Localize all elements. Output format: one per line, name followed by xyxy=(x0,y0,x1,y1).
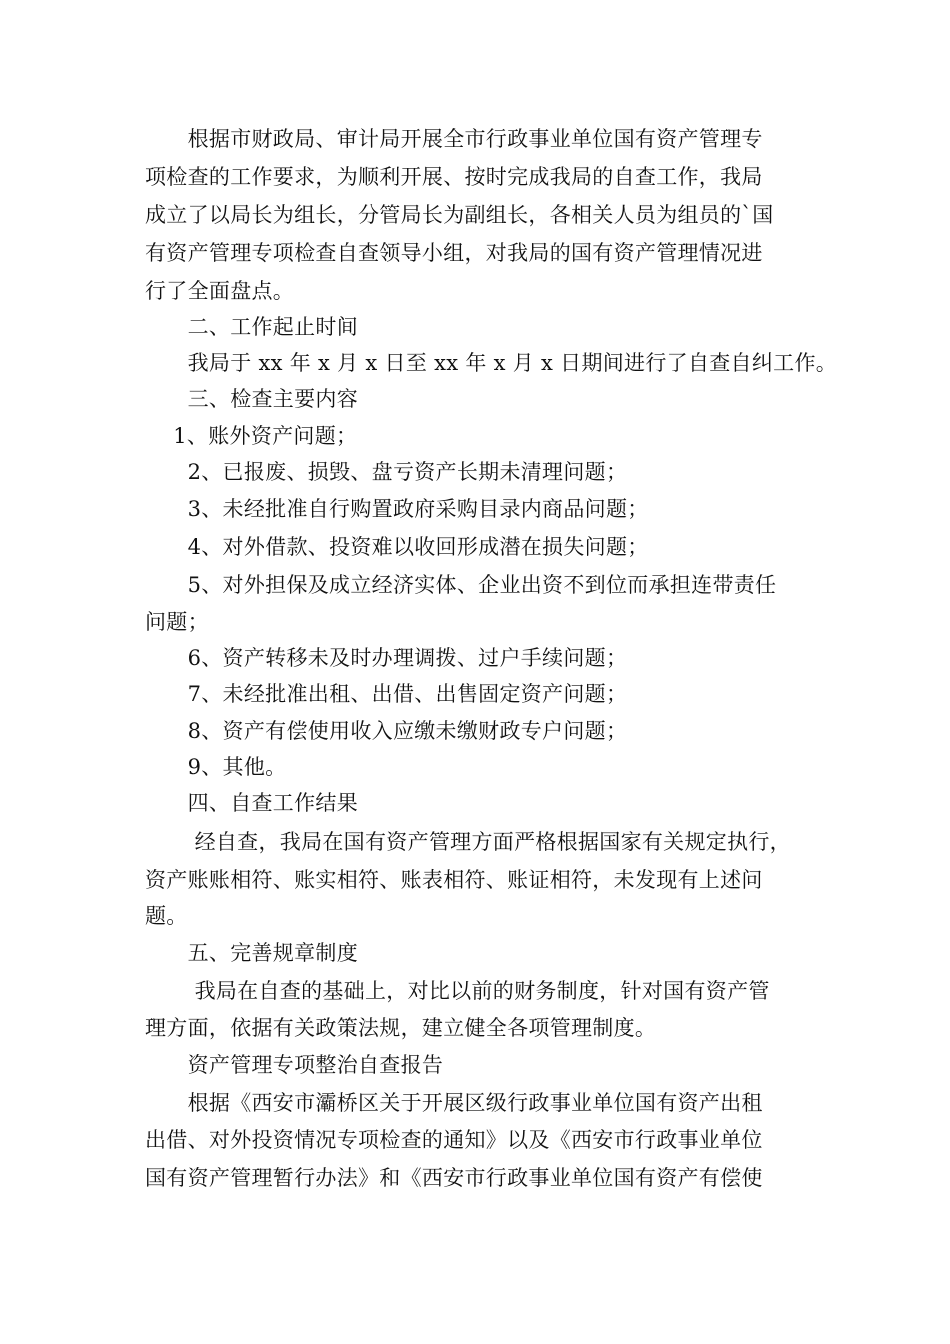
paragraph-intro-line-3: 成立了以局长为组长，分管局长为副组长，各相关人员为组员的`国 xyxy=(145,203,774,227)
report-title: 资产管理专项整治自查报告 xyxy=(145,1053,444,1077)
section-heading-work-period: 二、工作起止时间 xyxy=(145,315,358,339)
section-heading-rules: 五、完善规章制度 xyxy=(145,941,358,965)
self-check-result-line-1: 经自查，我局在国有资产管理方面严格根据国家有关规定执行， xyxy=(145,830,791,854)
report-body-line-2: 出借、对外投资情况专项检查的通知》以及《西安市行政事业单位 xyxy=(145,1128,763,1152)
list-item-3: 3、未经批准自行购置政府采购目录内商品问题； xyxy=(145,497,649,521)
list-item-5-line-1: 5、对外担保及成立经济实体、企业出资不到位而承担连带责任 xyxy=(145,573,777,597)
list-item-6: 6、资产转移未及时办理调拨、过户手续问题； xyxy=(145,646,628,670)
rules-text-line-1: 我局在自查的基础上，对比以前的财务制度，针对国有资产管 xyxy=(145,979,770,1003)
work-period-text: 我局于 xx 年 x 月 x 日至 xx 年 x 月 x 日期间进行了自查自纠工作。 xyxy=(145,351,838,375)
section-heading-self-check-result: 四、自查工作结果 xyxy=(145,791,358,815)
paragraph-intro-line-5: 行了全面盘点。 xyxy=(145,279,295,303)
self-check-result-line-3: 题。 xyxy=(145,904,188,928)
list-item-1: 1、账外资产问题； xyxy=(145,424,358,448)
report-body-line-3: 国有资产管理暂行办法》和《西安市行政事业单位国有资产有偿使 xyxy=(145,1166,763,1190)
list-item-7: 7、未经批准出租、出借、出售固定资产问题； xyxy=(145,682,628,706)
rules-text-line-2: 理方面，依据有关政策法规，建立健全各项管理制度。 xyxy=(145,1016,657,1040)
list-item-4: 4、对外借款、投资难以收回形成潜在损失问题； xyxy=(145,535,649,559)
self-check-result-line-2: 资产账账相符、账实相符、账表相符、账证相符，未发现有上述问 xyxy=(145,868,763,892)
list-item-2: 2、已报废、损毁、盘亏资产长期未清理问题； xyxy=(145,460,628,484)
paragraph-intro-line-1: 根据市财政局、审计局开展全市行政事业单位国有资产管理专 xyxy=(145,127,763,151)
list-item-5-line-2: 问题； xyxy=(145,610,209,634)
paragraph-intro-line-4: 有资产管理专项检查自查领导小组，对我局的国有资产管理情况进 xyxy=(145,241,763,265)
section-heading-inspection-content: 三、检查主要内容 xyxy=(145,387,358,411)
report-body-line-1: 根据《西安市灞桥区关于开展区级行政事业单位国有资产出租 xyxy=(145,1091,763,1115)
list-item-9: 9、其他。 xyxy=(145,755,287,779)
paragraph-intro-line-2: 项检查的工作要求，为顺利开展、按时完成我局的自查工作，我局 xyxy=(145,165,763,189)
list-item-8: 8、资产有偿使用收入应缴未缴财政专户问题； xyxy=(145,719,628,743)
